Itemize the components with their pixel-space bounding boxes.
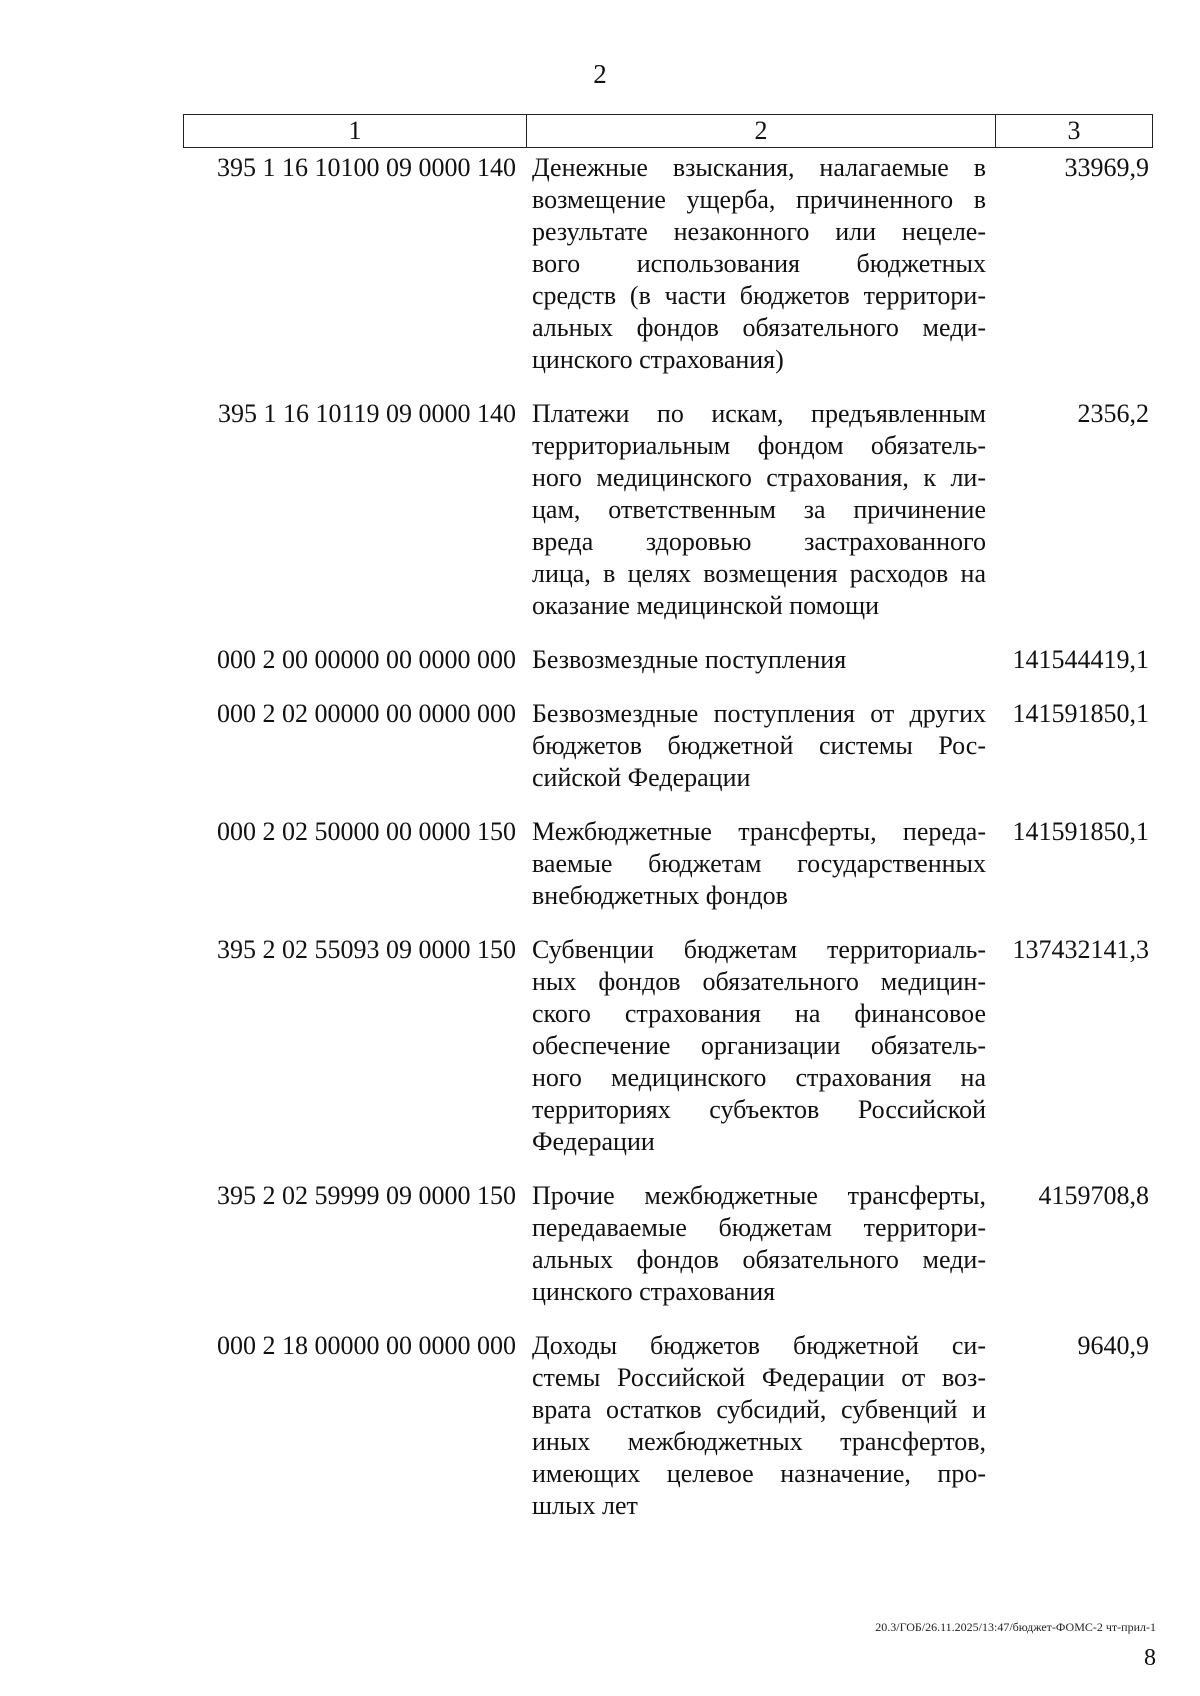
amount-value: 137432141,3 <box>1012 935 1149 964</box>
income-description <box>526 934 986 1158</box>
table-row <box>183 816 1153 912</box>
table-row <box>183 644 1153 676</box>
document-stamp: 20.3/ГОБ/26.11.2025/13:47/бюджет-ФОМС-2 чт-прил-1 <box>875 1620 1156 1634</box>
table-row <box>183 698 1153 794</box>
description-line: Платежи по искам, предъявленным <box>532 399 986 428</box>
description-line: результате незаконного или нецеле- <box>532 217 986 246</box>
header-col-3: 3 <box>1067 116 1081 145</box>
budget-code: 000 2 18 00000 00 0000 000 <box>217 1331 516 1360</box>
description-line: возмещение ущерба, причиненного в <box>532 185 986 214</box>
amount-value: 4159708,8 <box>1038 1181 1149 1210</box>
table-row <box>183 1180 1153 1308</box>
description-line: внебюджетных фондов <box>532 881 788 910</box>
description-line: бюджетов бюджетной системы Рос- <box>532 731 986 760</box>
budget-code: 395 2 02 55093 09 0000 150 <box>217 935 516 964</box>
description-line: Прочие межбюджетные трансферты, <box>532 1181 986 1210</box>
description-line: Денежные взыскания, налагаемые в <box>532 153 986 182</box>
description-line: Безвозмездные поступления от других <box>532 699 986 728</box>
description-line: шлых лет <box>532 1491 638 1520</box>
amount-value: 141591850,1 <box>1012 817 1149 846</box>
description-line: ного медицинского страхования на <box>532 1063 986 1092</box>
budget-code: 000 2 02 00000 00 0000 000 <box>217 699 516 728</box>
table-header <box>183 114 1153 148</box>
description-line: врата остатков субсидий, субвенций и <box>532 1395 986 1424</box>
income-description <box>526 698 986 794</box>
description-line: территориях субъектов Российской <box>532 1095 986 1124</box>
description-line: средств (в части бюджетов территори- <box>532 281 986 310</box>
description-line: Федерации <box>532 1127 655 1156</box>
table-row <box>183 398 1153 622</box>
page-number: 2 <box>593 59 607 89</box>
description-line: альных фондов обязательного меди- <box>532 1245 986 1274</box>
income-description <box>526 644 986 676</box>
amount-value: 9640,9 <box>1077 1331 1149 1360</box>
footer-page-number: 8 <box>1144 1645 1156 1671</box>
income-description <box>526 398 986 622</box>
amount-value: 33969,9 <box>1064 153 1149 182</box>
description-line: цинского страхования <box>532 1277 776 1306</box>
budget-code: 395 1 16 10119 09 0000 140 <box>217 399 516 428</box>
description-line: обеспечение организации обязатель- <box>532 1031 986 1060</box>
description-line: вого использования бюджетных <box>532 249 986 278</box>
budget-code: 395 1 16 10100 09 0000 140 <box>217 153 516 182</box>
table-row <box>183 152 1153 376</box>
description-line: передаваемые бюджетам территори- <box>532 1213 986 1242</box>
income-description <box>526 1180 986 1308</box>
description-line: сийской Федерации <box>532 763 751 792</box>
budget-code: 395 2 02 59999 09 0000 150 <box>217 1181 516 1210</box>
budget-code: 000 2 00 00000 00 0000 000 <box>217 645 516 674</box>
amount-value: 2356,2 <box>1077 399 1149 428</box>
description-line: ных фондов обязательного медицин- <box>532 967 986 996</box>
description-line: вреда здоровью застрахованного <box>532 527 986 556</box>
header-col-2: 2 <box>527 115 996 147</box>
table-row <box>183 1330 1153 1522</box>
description-line: ваемые бюджетам государственных <box>532 849 986 878</box>
description-line: оказание медицинской помощи <box>532 591 880 620</box>
table-body <box>183 152 1153 1522</box>
description-line: территориальным фондом обязатель- <box>532 431 986 460</box>
description-line: цинского страхования) <box>532 345 784 374</box>
income-description <box>526 816 986 912</box>
description-line: цам, ответственным за причинение <box>532 495 986 524</box>
description-line: ного медицинского страхования, к ли- <box>532 463 986 492</box>
income-description <box>526 152 986 376</box>
description-line: имеющих целевое назначение, про- <box>532 1459 986 1488</box>
amount-value: 141544419,1 <box>1012 645 1149 674</box>
description-line: лица, в целях возмещения расходов на <box>532 559 986 588</box>
budget-code: 000 2 02 50000 00 0000 150 <box>217 817 516 846</box>
table-row <box>183 934 1153 1158</box>
description-line: стемы Российской Федерации от воз- <box>532 1363 986 1392</box>
description-line: иных межбюджетных трансфертов, <box>532 1427 986 1456</box>
description-line: Безвозмездные поступления <box>532 645 847 674</box>
header-col-1: 1 <box>184 115 527 147</box>
income-description <box>526 1330 986 1522</box>
description-line: альных фондов обязательного меди- <box>532 313 986 342</box>
amount-value: 141591850,1 <box>1012 699 1149 728</box>
description-line: Субвенции бюджетам территориаль- <box>532 935 986 964</box>
description-line: Межбюджетные трансферты, переда- <box>532 817 986 846</box>
description-line: ского страхования на финансовое <box>532 999 986 1028</box>
description-line: Доходы бюджетов бюджетной си- <box>532 1331 986 1360</box>
